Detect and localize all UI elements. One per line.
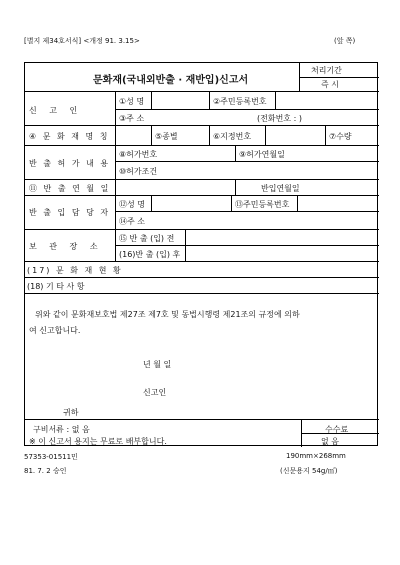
cultural-item-type-label: ⑤종별 [155, 132, 178, 141]
paper-type: (신문용지 54g/㎡) [280, 467, 338, 475]
cultural-item-name-label: ④ 문 화 재 명 칭 [29, 132, 110, 141]
approval-date: 81. 7. 2 승인 [24, 467, 67, 475]
reimport-date-field[interactable] [311, 181, 377, 194]
declarant-rrn-label: ②주민등록번호 [213, 97, 267, 106]
storage-before-field[interactable] [186, 231, 377, 244]
quantity-label: ⑦수량 [329, 132, 352, 141]
handler-address-field[interactable] [152, 213, 377, 227]
cultural-item-name-field[interactable] [116, 127, 150, 143]
reimport-date-label: 반입연월일 [261, 184, 300, 193]
handler-name-field[interactable] [152, 197, 230, 210]
permit-number-label: ⑧허가번호 [119, 150, 158, 159]
permit-date-field[interactable] [295, 147, 377, 160]
export-date-label: ⑪ 반 출 연 월 일 [29, 184, 111, 193]
declarant-address-field[interactable] [152, 110, 252, 124]
processing-period-label: 처리기간 [311, 66, 342, 75]
recipient-label: 귀하 [63, 408, 79, 417]
fee-value: 없 음 [321, 437, 339, 446]
form-code: 57353-01511민 [24, 453, 78, 461]
form-table [24, 62, 378, 446]
other-matters-field[interactable] [117, 279, 377, 292]
declarant-rrn-field[interactable] [276, 93, 376, 107]
permit-conditions-label: ⑩허가조건 [119, 167, 158, 176]
designation-number-label: ⑥지정번호 [213, 132, 252, 141]
statement-line-1: 위와 같이 문화재보호법 제27조 제7호 및 동법시행령 제21조의 규정에 의하 [35, 310, 300, 319]
other-matters-label: (18) 기 타 사 항 [27, 282, 85, 291]
handler-rrn-field[interactable] [298, 197, 377, 210]
storage-after-label: (16)반 출 (입) 후 [119, 250, 181, 259]
export-date-field[interactable] [116, 181, 234, 194]
form-title: 문화재(국내외반출 · 재반입)신고서 [93, 75, 249, 86]
designation-number-field[interactable] [266, 127, 324, 143]
form-number: [별지 제34호서식] <개정 91. 3.15> [24, 37, 140, 45]
cultural-status-field[interactable] [117, 263, 377, 276]
handler-label: 반 출 입 담 당 자 [29, 208, 111, 217]
storage-after-field[interactable] [186, 247, 377, 260]
date-field[interactable] [133, 355, 243, 369]
cultural-item-type-field[interactable] [187, 127, 208, 143]
fee-label: 수수료 [325, 425, 349, 434]
declarant-label: 신 고 인 [29, 106, 83, 115]
storage-before-label: ⑮ 반 출 (입) 전 [119, 234, 175, 243]
declarant-name-field[interactable] [152, 93, 208, 107]
paper-size: 190mm×268mm [286, 452, 346, 460]
date-line: 년 월 일 [143, 360, 172, 369]
statement-line-2: 여 신고합니다. [29, 326, 81, 335]
declarant-signature-label: 신고인 [143, 388, 167, 397]
declarant-address-label: ③주 소 [119, 114, 145, 123]
quantity-field[interactable] [359, 127, 377, 143]
handler-name-label: ⑫성 명 [119, 200, 145, 209]
attachments-label: 구비서류 : 없 음 [33, 425, 90, 434]
handler-rrn-label: ⑬주민등록번호 [235, 200, 290, 209]
cultural-status-label: (17) 문 화 재 현 황 [27, 266, 123, 275]
declarant-phone-label: (전화번호 : ) [257, 114, 302, 123]
permit-number-field[interactable] [165, 147, 233, 160]
processing-period-value: 즉 시 [321, 80, 339, 89]
free-distribution-note: ※ 이 신고서 용지는 무료로 배부합니다. [29, 437, 167, 446]
storage-place-label: 보 관 장 소 [29, 242, 103, 251]
permit-date-label: ⑨허가연월일 [239, 150, 285, 159]
declarant-name-label: ①성 명 [119, 97, 145, 106]
page-side-label: (앞 쪽) [334, 37, 356, 45]
handler-address-label: ⑭주 소 [119, 217, 145, 226]
permit-conditions-field[interactable] [165, 163, 377, 177]
declarant-signature-field[interactable] [175, 383, 295, 397]
export-permit-label: 반 출 허 가 내 용 [29, 159, 111, 168]
